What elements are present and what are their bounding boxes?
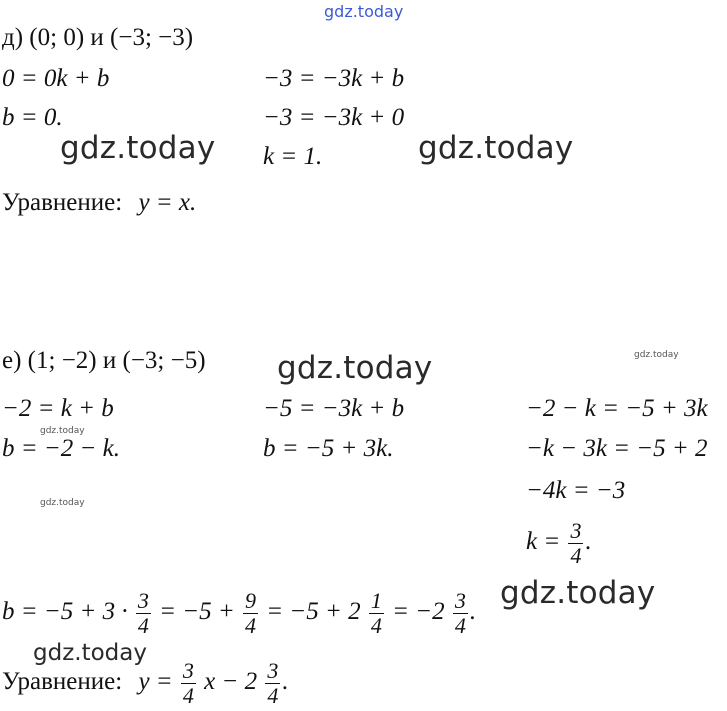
watermark: gdz.today [40, 498, 85, 508]
k-prefix: k = [526, 528, 561, 556]
fraction [453, 590, 468, 637]
denominator: 4 [267, 683, 279, 708]
part-e-col3-line1: −2 − k = −5 + 3k [526, 395, 708, 422]
numerator: 9 [245, 588, 256, 613]
numerator: 3 [137, 588, 149, 613]
watermark: gdz.today [500, 575, 656, 611]
numerator: 3 [570, 518, 582, 543]
expr-part: = −5 + [159, 598, 235, 626]
denominator: 4 [454, 613, 466, 638]
k-suffix: . [585, 528, 592, 556]
fraction [265, 660, 280, 707]
fraction [136, 590, 151, 637]
part-e-col3-line2: −k − 3k = −5 + 2 [526, 435, 708, 462]
fraction [568, 520, 583, 567]
part-e-col1-line2: b = −2 − k. [2, 435, 120, 462]
part-e-col2-line1: −5 = −3k + b [263, 395, 405, 422]
part-d-answer [2, 189, 196, 217]
watermark: gdz.today [33, 640, 147, 666]
denominator: 4 [570, 543, 582, 568]
numerator: 3 [454, 588, 466, 613]
part-e-answer [2, 660, 289, 707]
watermark-top: gdz.today [324, 2, 404, 21]
watermark: gdz.today [40, 426, 85, 436]
part-e-col1-line1: −2 = k + b [2, 395, 114, 422]
fraction [181, 660, 196, 707]
part-d-col2-line3: k = 1. [263, 143, 323, 170]
part-d-col2-line2: −3 = −3k + 0 [263, 104, 405, 131]
fraction [369, 590, 384, 637]
denominator: 4 [182, 683, 194, 708]
watermark: gdz.today [60, 130, 216, 166]
part-d-col1-line2: b = 0. [2, 104, 63, 131]
answer-label: Уравнение: [2, 668, 123, 696]
part-e-col2-line2: b = −5 + 3k. [263, 435, 394, 462]
denominator: 4 [245, 613, 256, 638]
expr-part: y = [138, 668, 173, 696]
part-e-k-result [526, 520, 592, 567]
answer-equation [138, 658, 289, 708]
part-d-col1-line1: 0 = 0k + b [2, 65, 110, 92]
expr-part: = −5 + 2 [266, 598, 361, 626]
expr-part: = −2 [392, 598, 445, 626]
watermark: gdz.today [634, 350, 679, 360]
numerator: 1 [370, 588, 382, 613]
expr-part: b = −5 + 3 · [2, 598, 128, 626]
part-e-b-line [2, 590, 476, 637]
expr-part: . [469, 598, 477, 626]
expr-part: x − 2 [204, 668, 258, 696]
part-e-col3-line3: −4k = −3 [526, 477, 626, 504]
numerator: 3 [267, 658, 279, 683]
part-d-col2-line1: −3 = −3k + b [263, 65, 405, 92]
denominator: 4 [370, 613, 382, 638]
part-d-header: д) (0; 0) и (−3; −3) [2, 24, 194, 51]
numerator: 3 [182, 658, 194, 683]
answer-equation: y = x. [138, 189, 197, 216]
watermark: gdz.today [277, 350, 433, 386]
answer-label: Уравнение: [2, 189, 123, 216]
expr-part: . [282, 668, 289, 696]
denominator: 4 [137, 613, 149, 638]
watermark: gdz.today [418, 130, 574, 166]
fraction [243, 590, 258, 637]
part-e-header: е) (1; −2) и (−3; −5) [2, 347, 206, 374]
